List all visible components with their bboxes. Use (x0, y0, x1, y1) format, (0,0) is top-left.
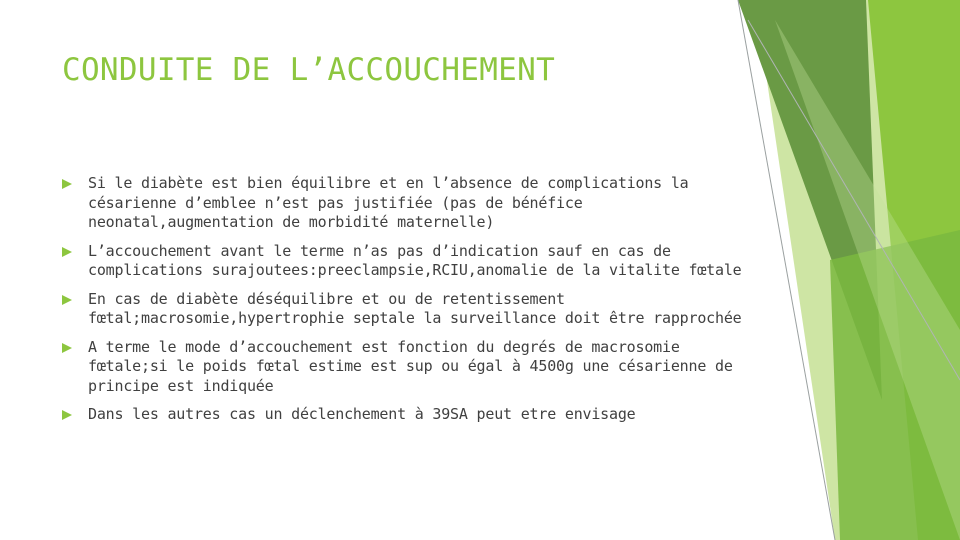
bullet-text: En cas de diabète déséquilibre et ou de retentissement fœtal;macrosomie,hypertrophie septale la surveillance doit être rapprochée (88, 289, 742, 327)
bullet-triangle-icon (62, 179, 72, 189)
bullet-triangle-icon (62, 410, 72, 420)
bullet-list (62, 174, 742, 434)
bullet-triangle-icon (62, 247, 72, 257)
bullet-text: A terme le mode d’accouchement est fonction du degrés de macrosomie fœtale;si le poids fœtal estime est sup ou égal à 4500g une césarienne de principe est indiquée (88, 337, 733, 395)
bullet-text: L’accouchement avant le terme n’as pas d’indication sauf en cas de complications surajoutees:preeclampsie,RCIU,anomalie de la vitalite fœtale (88, 241, 742, 279)
bullet-item (62, 242, 742, 281)
bullet-triangle-icon (62, 343, 72, 353)
bullet-item (62, 338, 742, 397)
slide-title: CONDUITE DE L’ACCOUCHEMENT (62, 52, 556, 88)
bullet-item (62, 174, 742, 233)
bullet-text: Dans les autres cas un déclenchement à 39SA peut etre envisage (88, 405, 636, 423)
bullet-text: Si le diabète est bien équilibre et en l’absence de complications la césarienne d’emblee n’est pas justifiée (pas de bénéfice neonatal,augmentation de morbidité maternelle) (88, 174, 689, 231)
bullet-item (62, 290, 742, 329)
bullet-triangle-icon (62, 295, 72, 305)
bullet-item (62, 405, 742, 425)
